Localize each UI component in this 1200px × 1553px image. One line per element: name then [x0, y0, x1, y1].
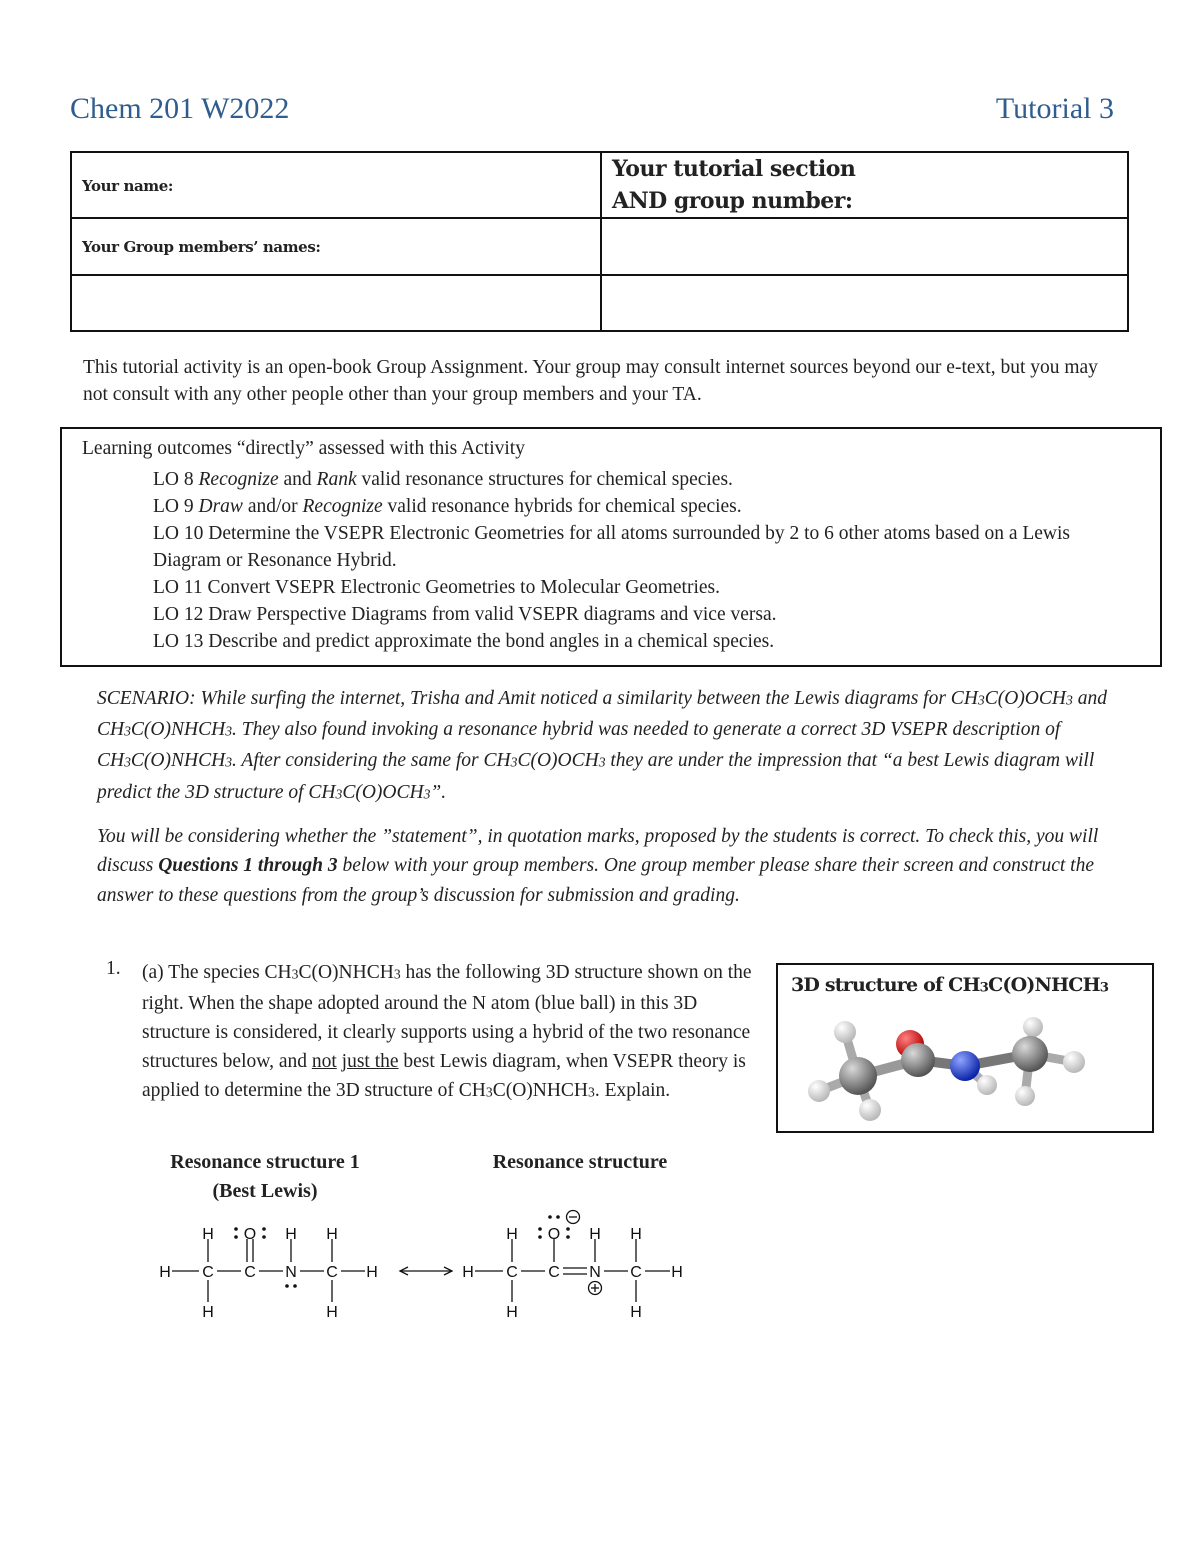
- atom-label: C: [326, 1264, 338, 1281]
- atom-label: N: [589, 1264, 601, 1281]
- lo-item: LO 9 Draw and/or Recognize valid resonance hybrids for chemical species.: [153, 496, 742, 517]
- question-1a-text: (a) The species CH3C(O)NHCH3 has the following 3D structure shown on the right. When the shape adopted around the N atom (blue ball) in this 3D structure is considered, it clearly supports using a hybrid of the two resonance structures below, and not just the best Lewis diagram, when VSEPR theory is applied to determine the 3D structure of CH3C(O)NHCH3. Explain.: [142, 962, 752, 1101]
- section-label-line1: Your tutorial section: [612, 156, 856, 182]
- atom-label: C: [506, 1264, 518, 1281]
- question-number: 1.: [106, 958, 121, 979]
- members-label-cell: [71, 218, 601, 275]
- instructions-paragraph: You will be considering whether the ”statement”, in quotation marks, proposed by the students is correct. To check this, you will discuss Questions 1 through 3 below with your group members. One group member please share their screen and construct the answer to these questions from the group’s discussion for submission and grading.: [97, 825, 1099, 906]
- atom-label: H: [326, 1226, 338, 1243]
- atom-label: O: [243, 1226, 257, 1243]
- scenario: [97, 684, 1142, 923]
- atom-label: O: [547, 1226, 561, 1243]
- hydrogen-atom: [1015, 1086, 1035, 1106]
- resonance-1-title: Resonance structure 1 (Best Lewis): [170, 1151, 360, 1202]
- atom-label: H: [366, 1264, 378, 1281]
- members-field-3[interactable]: [601, 275, 1128, 331]
- atom-label: H: [285, 1226, 297, 1243]
- tutorial-title: Tutorial 3: [995, 92, 1114, 125]
- atom-label: H: [506, 1226, 518, 1243]
- members-field-2[interactable]: [71, 275, 601, 331]
- atom-label: N: [285, 1264, 297, 1281]
- carbon-atom: [901, 1043, 935, 1077]
- 3d-structure-title: 3D structure of CH3C(O)NHCH3: [791, 974, 1109, 996]
- learning-outcomes-heading: Learning outcomes “directly” assessed with this Activity: [82, 438, 525, 459]
- hydrogen-atom: [859, 1099, 881, 1121]
- resonance-structures: [150, 1205, 700, 1325]
- ball-and-stick-model: [800, 1010, 1100, 1128]
- carbon-atom: [839, 1057, 877, 1095]
- course-title: Chem 201 W2022: [70, 92, 290, 125]
- intro-paragraph: This tutorial activity is an open-book Group Assignment. Your group may consult internet sources beyond our e-text, but you may not consult with any other people other than your group members and your TA.: [83, 357, 1098, 405]
- name-label: Your name:: [82, 176, 174, 195]
- atom-label: H: [462, 1264, 474, 1281]
- section-cell[interactable]: [601, 152, 1128, 218]
- hydrogen-atom: [977, 1075, 997, 1095]
- atom-label: H: [326, 1304, 338, 1321]
- atom-label: H: [506, 1304, 518, 1321]
- lo-item: LO 12 Draw Perspective Diagrams from valid VSEPR diagrams and vice versa.: [153, 604, 777, 625]
- atom-label: C: [548, 1264, 560, 1281]
- hydrogen-atom: [834, 1021, 856, 1043]
- section-label-line2: AND group number:: [612, 188, 853, 214]
- atom-label: H: [630, 1226, 642, 1243]
- hydrogen-atom: [1023, 1017, 1043, 1037]
- nitrogen-atom: [950, 1051, 980, 1081]
- atom-label: C: [630, 1264, 642, 1281]
- hydrogen-atom: [1063, 1051, 1085, 1073]
- carbon-atom: [1012, 1036, 1048, 1072]
- resonance-2-title: Resonance structure: [492, 1151, 668, 1173]
- lo-item: LO 13 Describe and predict approximate the bond angles in a chemical species.: [153, 631, 775, 652]
- atom-label: H: [589, 1226, 601, 1243]
- lo-item: LO 10 Determine the VSEPR Electronic Geometries for all atoms surrounded by 2 to 6 other atoms based on a Lewis Diagram or Resonance Hybrid.: [153, 523, 1071, 571]
- atom-label: H: [202, 1304, 214, 1321]
- members-field-1[interactable]: [601, 218, 1128, 275]
- atom-label: H: [159, 1264, 171, 1281]
- atom-label: H: [671, 1264, 683, 1281]
- atom-label: C: [202, 1264, 214, 1281]
- lo-item: LO 8 Recognize and Rank valid resonance structures for chemical species.: [153, 469, 733, 490]
- scenario-paragraph: SCENARIO: While surfing the internet, Trisha and Amit noticed a similarity between the Lewis diagrams for CH3C(O)OCH3 and CH3C(O)NHCH3. They also found invoking a resonance hybrid was needed to generate a correct 3D VSEPR description of CH3C(O)NHCH3. After considering the same for CH3C(O)OCH3 they are under the impression that “a best Lewis diagram will predict the 3D structure of CH3C(O)OCH3”.: [97, 688, 1107, 803]
- lo-item: LO 11 Convert VSEPR Electronic Geometries to Molecular Geometries.: [153, 577, 720, 598]
- name-cell[interactable]: [71, 152, 601, 218]
- student-info-table: [70, 151, 1129, 332]
- members-label: Your Group members’ names:: [82, 238, 321, 256]
- atom-label: H: [202, 1226, 214, 1243]
- atom-label: C: [244, 1264, 256, 1281]
- learning-outcomes-list: [153, 466, 1113, 655]
- atom-label: H: [630, 1304, 642, 1321]
- hydrogen-atom: [808, 1080, 830, 1102]
